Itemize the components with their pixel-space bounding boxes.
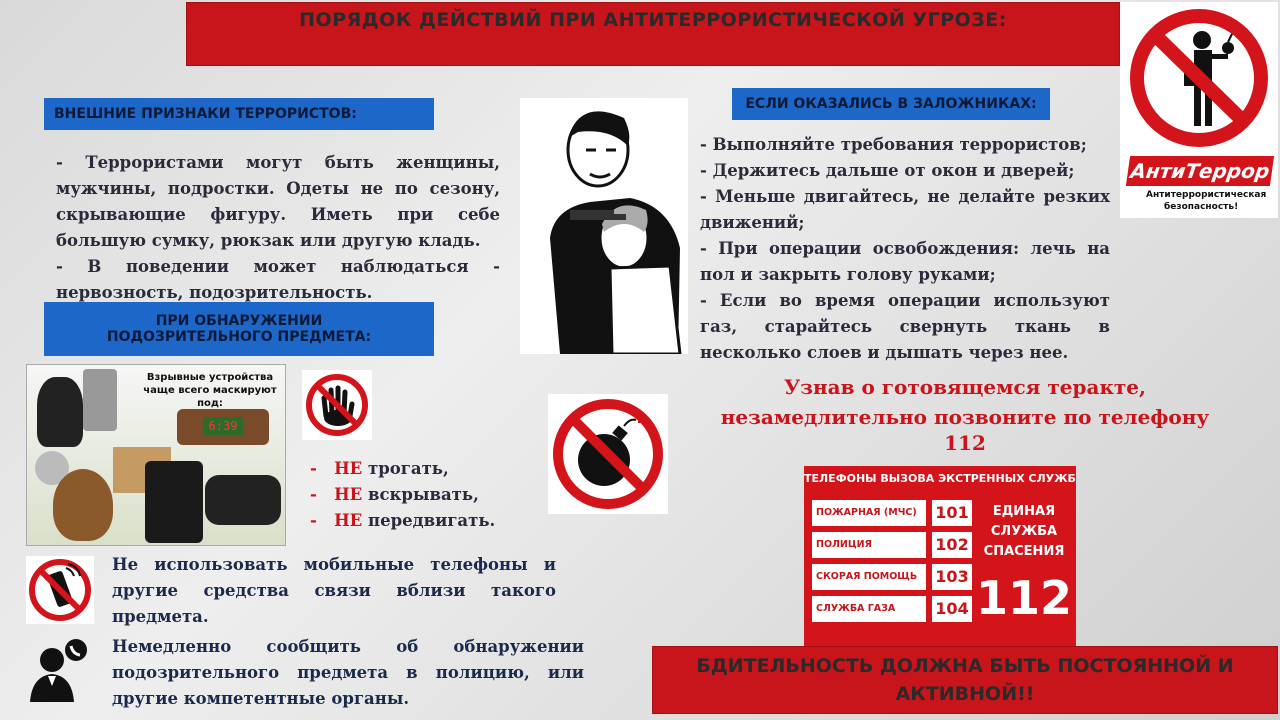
logo-tagline-2: безопасность! bbox=[1164, 202, 1239, 212]
emergency-row: ПОЖАРНАЯ (МЧС) 101 bbox=[812, 500, 972, 526]
dont-item: - НЕ трогать, bbox=[310, 459, 449, 478]
emergency-row: ПОЛИЦИЯ 102 bbox=[812, 532, 972, 558]
antiterror-logo bbox=[1120, 2, 1278, 218]
hostages-item: - Если во время операции используют газ, старайтесь свернуть ткань в несколько слоев и дышать через нее. bbox=[700, 291, 1110, 362]
suspicious-heading: ПРИ ОБНАРУЖЕНИИ ПОДОЗРИТЕЛЬНОГО ПРЕДМЕТА: bbox=[44, 302, 434, 356]
dont-list bbox=[310, 456, 530, 534]
emergency-heading: ТЕЛЕФОНЫ ВЫЗОВА ЭКСТРЕННЫХ СЛУЖБ bbox=[804, 472, 1076, 485]
call-112-notice bbox=[700, 372, 1230, 454]
signs-text bbox=[56, 150, 500, 306]
signs-heading: ВНЕШНИЕ ПРИЗНАКИ ТЕРРОРИСТОВ: bbox=[44, 98, 434, 130]
no-mobile-icon bbox=[26, 556, 94, 624]
hostage-illustration bbox=[520, 98, 688, 354]
dont-item: - НЕ вскрывать, bbox=[310, 485, 479, 504]
call-line-1: Узнав о готовящемся теракте, bbox=[784, 375, 1146, 399]
no-hand-icon bbox=[302, 370, 372, 440]
unified-service-label: ЕДИНАЯ СЛУЖБА СПАСЕНИЯ bbox=[983, 504, 1065, 559]
emergency-rows bbox=[812, 500, 972, 622]
hostages-item: - Выполняйте требования террористов; bbox=[700, 135, 1087, 154]
emergency-phones-panel bbox=[804, 466, 1076, 646]
dont-item: - НЕ передвигать. bbox=[310, 511, 496, 530]
footer-banner bbox=[652, 646, 1278, 714]
teddy-bear bbox=[53, 469, 113, 541]
trash-bag bbox=[37, 377, 83, 447]
suitcase bbox=[145, 461, 203, 543]
sports-bag bbox=[205, 475, 281, 525]
page-title: ПОРЯДОК ДЕЙСТВИЙ ПРИ АНТИТЕРРОРИСТИЧЕСКОЙ УГРОЗЕ: bbox=[299, 9, 1007, 31]
disguised-items-photo bbox=[26, 364, 286, 546]
photo-caption: Взрывные устройства чаще всего маскируют под: bbox=[143, 372, 277, 409]
caller-icon bbox=[30, 636, 90, 702]
title-banner bbox=[186, 2, 1120, 66]
signs-paragraph-1: - Террористами могут быть женщины, мужчины, подростки. Одеты не по сезону, скрывающие фигуру. Иметь при себе большую сумку, рюкзак или другую кладь. bbox=[56, 153, 500, 250]
no-phone-sign bbox=[26, 556, 94, 624]
signs-paragraph-2: - В поведении может наблюдаться - нервозность, подозрительность. bbox=[56, 257, 500, 302]
logo-tagline-1: Антитеррористическая bbox=[1146, 190, 1267, 200]
phones-warning-text: Не использовать мобильные телефоны и другие средства связи вблизи такого предмета. bbox=[112, 555, 556, 626]
hostages-list bbox=[700, 132, 1110, 366]
emergency-row: СЛУЖБА ГАЗА 104 bbox=[812, 596, 972, 622]
footer-text: БДИТЕЛЬНОСТЬ ДОЛЖНА БЫТЬ ПОСТОЯННОЙ И АКТИВНОЙ!! bbox=[696, 655, 1234, 705]
logo-brand: АнтиТеррор bbox=[1126, 156, 1274, 186]
no-bomb-icon bbox=[548, 394, 668, 514]
canister bbox=[83, 369, 117, 431]
call-number: 112 bbox=[944, 431, 986, 455]
hostages-heading: ЕСЛИ ОКАЗАЛИСЬ В ЗАЛОЖНИКАХ: bbox=[732, 88, 1050, 120]
report-text: Немедленно сообщить об обнаружении подозрительного предмета в полицию, или другие компетентные органы. bbox=[112, 637, 584, 708]
hostages-item: - При операции освобождения: лечь на пол и закрыть голову руками; bbox=[700, 239, 1110, 284]
no-touch-sign bbox=[302, 370, 372, 440]
bomb-timer: 6:39 bbox=[177, 409, 269, 445]
no-bomb-sign bbox=[548, 394, 668, 514]
call-line-2: незамедлительно позвоните по телефону bbox=[720, 405, 1210, 429]
emergency-row: СКОРАЯ ПОМОЩЬ 103 bbox=[812, 564, 972, 590]
no-terrorist-icon bbox=[1124, 6, 1274, 156]
hostages-item: - Меньше двигайтесь, не делайте резких движений; bbox=[700, 187, 1110, 232]
unified-service-number: 112 bbox=[976, 571, 1073, 625]
hostages-item: - Держитесь дальше от окон и дверей; bbox=[700, 161, 1075, 180]
